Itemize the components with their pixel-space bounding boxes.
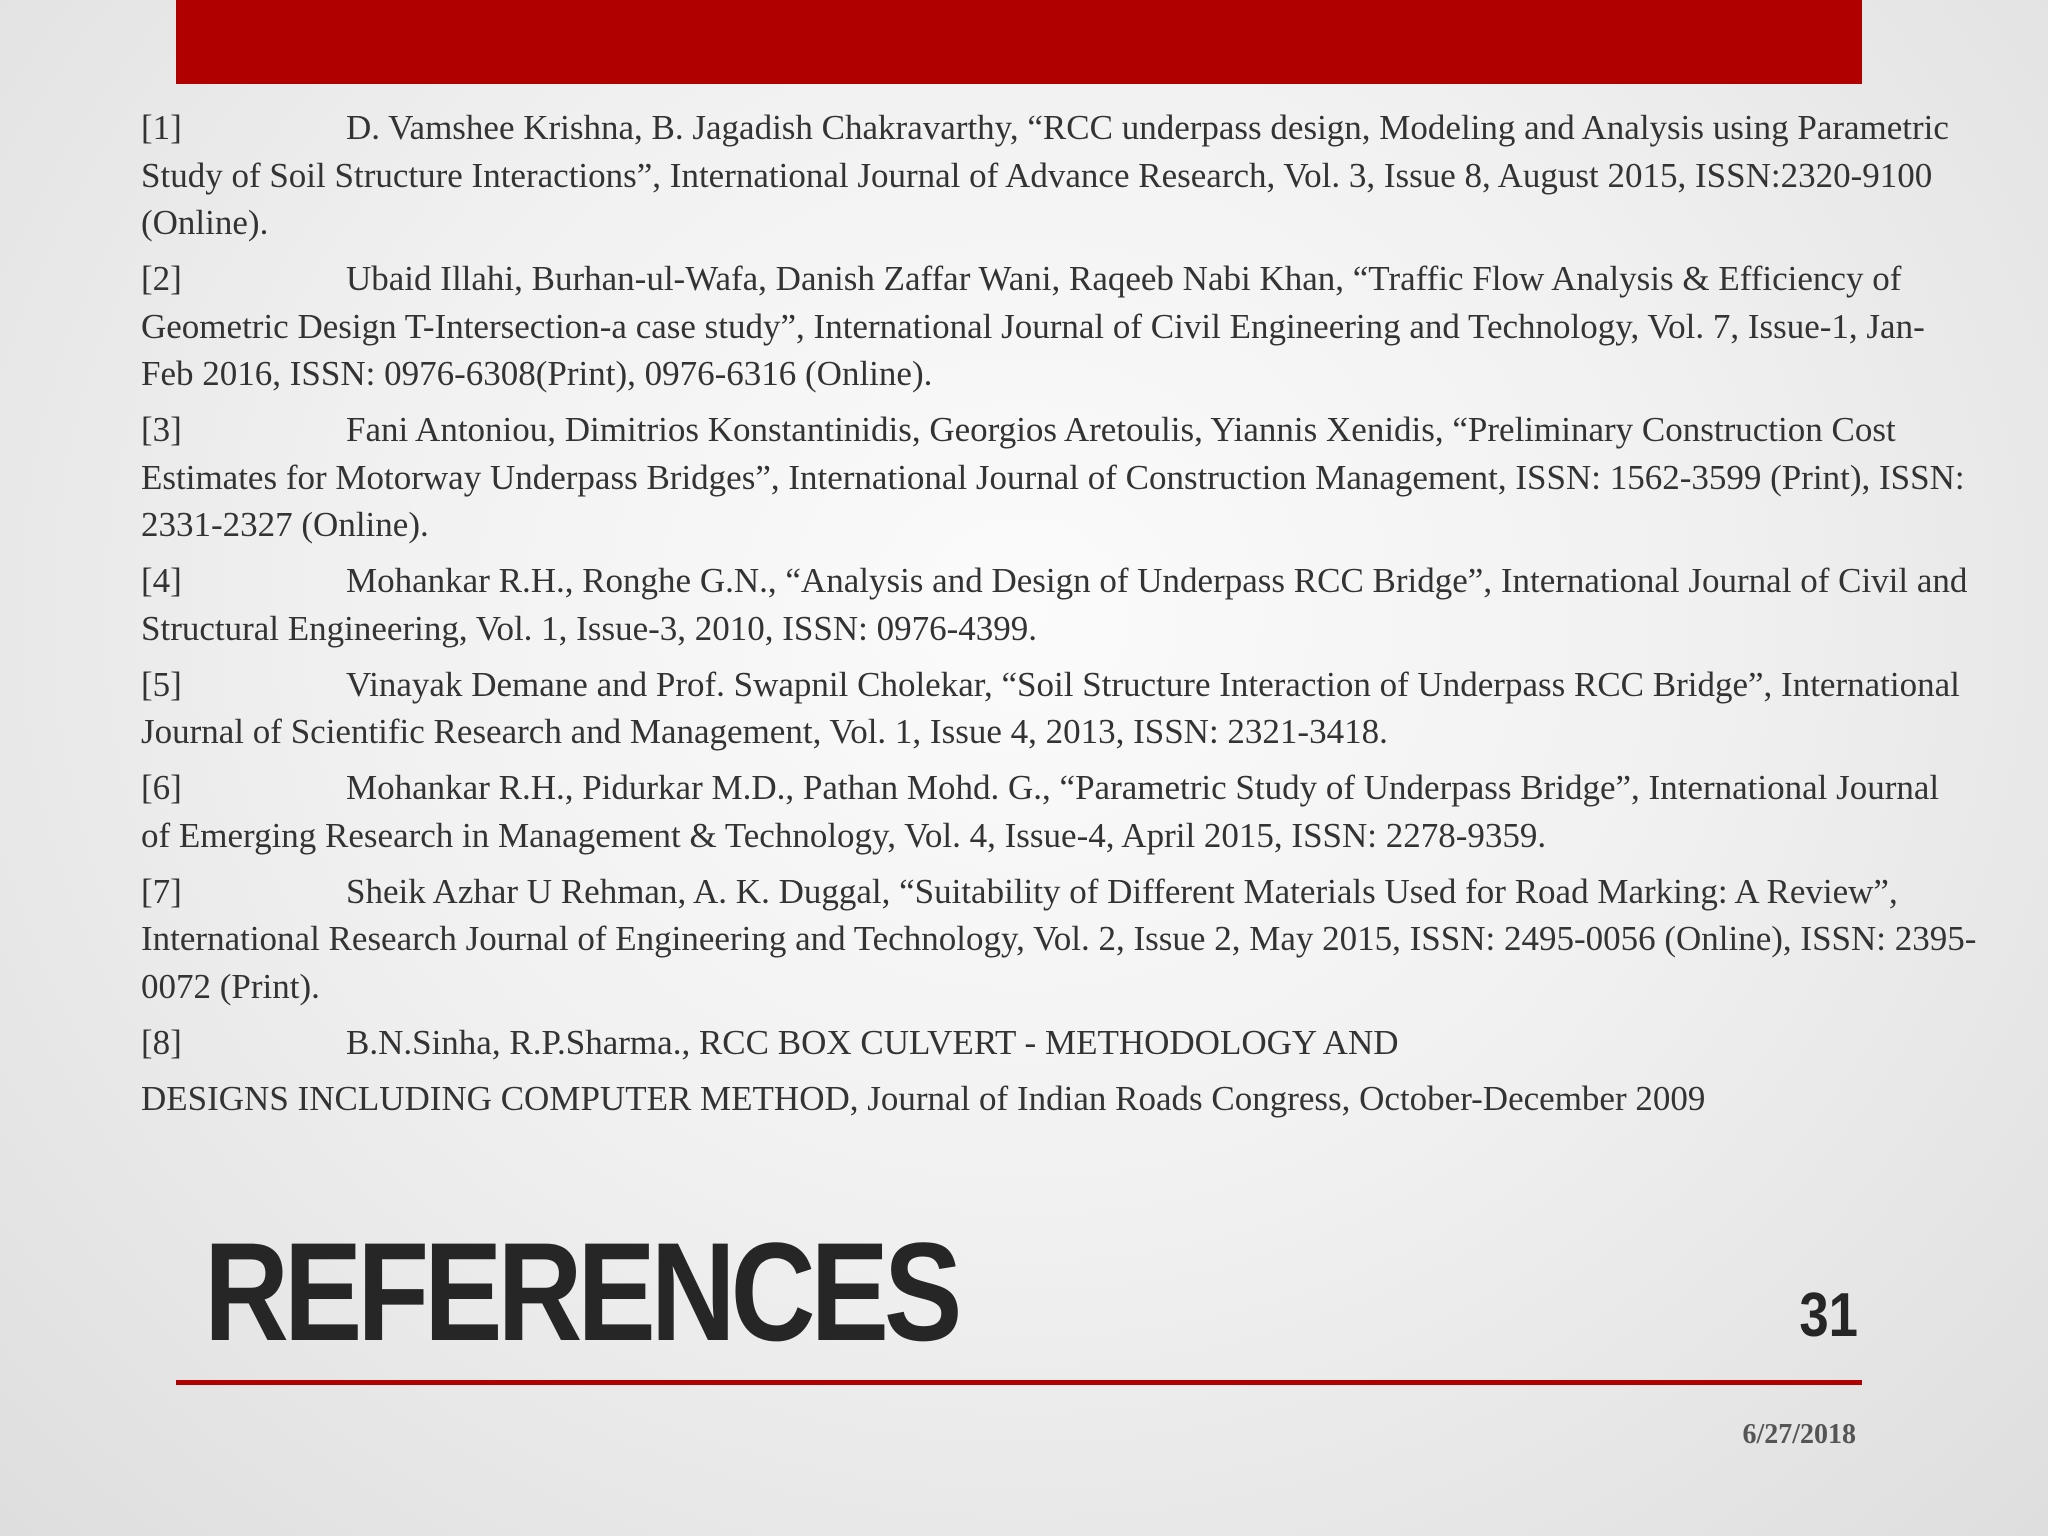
reference-number: [6] bbox=[141, 768, 182, 807]
reference-number: [4] bbox=[141, 561, 182, 600]
page-number: 31 bbox=[1799, 1281, 1858, 1350]
reference-text: Mohankar R.H., Ronghe G.N., “Analysis and Design of Underpass RCC Bridge”, International Journal of Civil and Structural Engineering, Vol. 1, Issue-3, 2010, ISSN: 0976-4399. bbox=[141, 561, 1968, 648]
reference-number: [2] bbox=[141, 259, 182, 298]
reference-text: Ubaid Illahi, Burhan-ul-Wafa, Danish Zaffar Wani, Raqeeb Nabi Khan, “Traffic Flow Analysis & Efficiency of Geometric Design T-Intersection-a case study”, International Journal of Civil Engineering and Technology, Vol. 7, Issue-1, Jan-Feb 2016, ISSN: 0976-6308(Print), 0976-6316 (Online). bbox=[141, 259, 1925, 393]
reference-continuation: DESIGNS INCLUDING COMPUTER METHOD, Journal of Indian Roads Congress, October-December 2009 bbox=[141, 1078, 1706, 1118]
reference-list bbox=[141, 104, 1977, 1131]
title-underline bbox=[176, 1380, 1862, 1385]
reference-number: [1] bbox=[141, 108, 182, 147]
reference-item bbox=[141, 255, 1977, 398]
reference-text: Fani Antoniou, Dimitrios Konstantinidis, Georgios Aretoulis, Yiannis Xenidis, “Preliminary Construction Cost Estimates for Motorway Underpass Bridges”, International Journal of Construction Management, ISSN: 1562-3599 (Print), ISSN: 2331-2327 (Online). bbox=[141, 410, 1965, 544]
reference-item bbox=[141, 868, 1977, 1011]
slide-date: 6/27/2018 bbox=[1742, 1419, 1856, 1450]
reference-number: [5] bbox=[141, 664, 182, 704]
reference-text: Mohankar R.H., Pidurkar M.D., Pathan Mohd. G., “Parametric Study of Underpass Bridge”, International Journal of Emerging Research in Management & Technology, Vol. 4, Issue-4, April 2015, ISSN: 2278-9359. bbox=[141, 768, 1940, 855]
reference-item bbox=[141, 764, 1977, 859]
reference-text: Sheik Azhar U Rehman, A. K. Duggal, “Suitability of Different Materials Used for Road Marking: A Review”, International Research Journal of Engineering and Technology, Vol. 2, Issue 2, May 2015, ISSN: 2495-0056 (Online), ISSN: 2395-0072 (Print). bbox=[141, 871, 1977, 1006]
reference-item bbox=[141, 1019, 1977, 1067]
reference-item bbox=[141, 661, 1977, 756]
reference-number: [8] bbox=[141, 1022, 182, 1062]
reference-item bbox=[141, 406, 1977, 549]
top-accent-band bbox=[176, 0, 1862, 84]
reference-item bbox=[141, 557, 1977, 652]
reference-text: D. Vamshee Krishna, B. Jagadish Chakravarthy, “RCC underpass design, Modeling and Analysis using Parametric Study of Soil Structure Interactions”, International Journal of Advance Research, Vol. 3, Issue 8, August 2015, ISSN:2320-9100 (Online). bbox=[141, 108, 1949, 242]
reference-item bbox=[141, 104, 1977, 247]
reference-text: Vinayak Demane and Prof. Swapnil Cholekar, “Soil Structure Interaction of Underpass RCC Bridge”, International Journal of Scientific Research and Management, Vol. 1, Issue 4, 2013, ISSN: 2321-3418. bbox=[141, 664, 1960, 751]
reference-number: [7] bbox=[141, 871, 182, 911]
slide-title: REFERENCES bbox=[204, 1213, 958, 1370]
reference-number: [3] bbox=[141, 410, 182, 449]
reference-text: B.N.Sinha, R.P.Sharma., RCC BOX CULVERT - METHODOLOGY AND bbox=[346, 1022, 1399, 1062]
